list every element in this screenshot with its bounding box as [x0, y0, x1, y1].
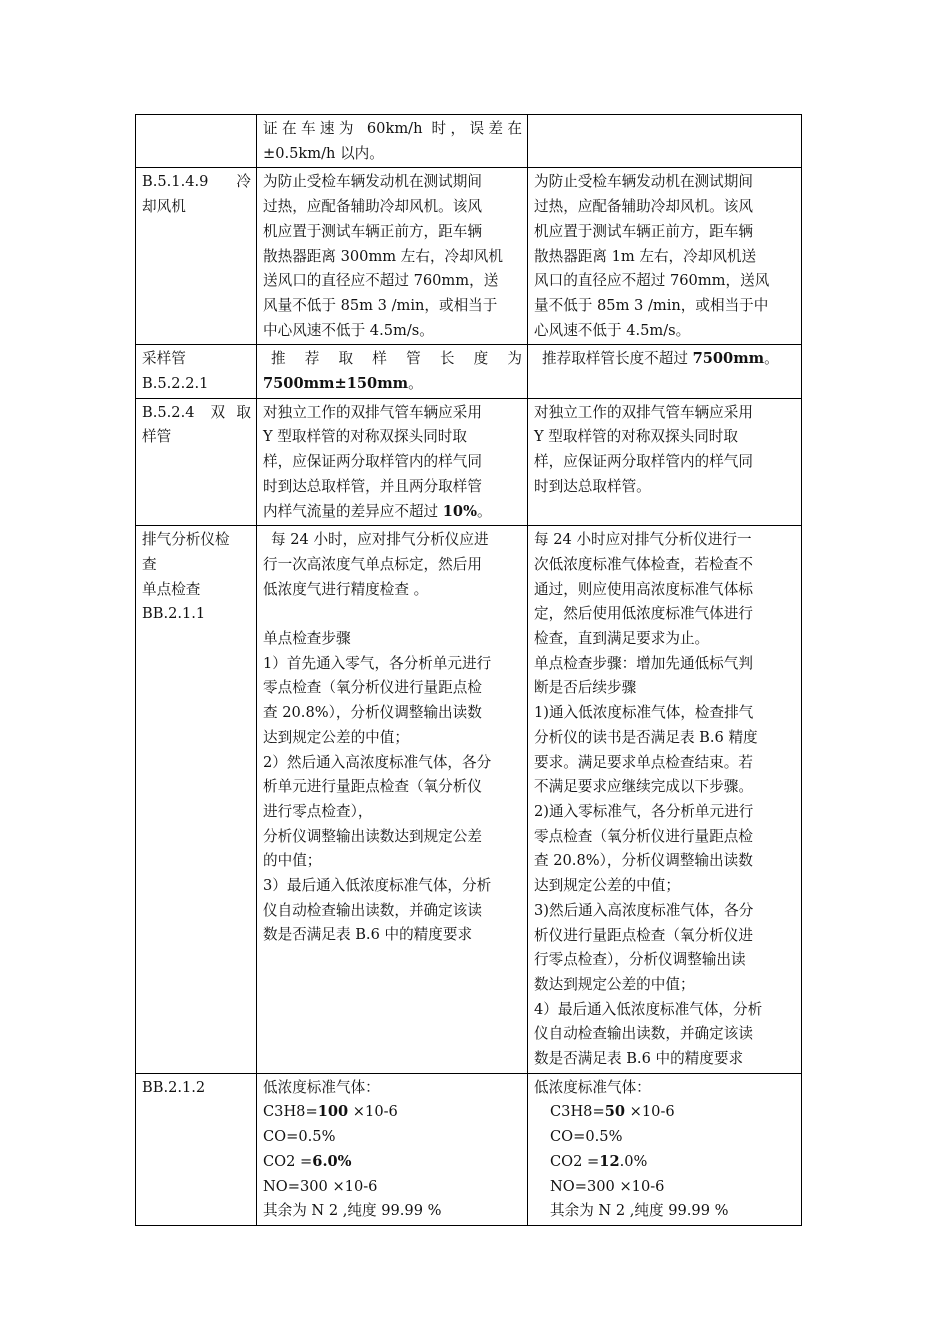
text-line: 单点检查步骤：增加先通低标气判: [534, 654, 753, 672]
text-line: [534, 1150, 796, 1175]
text-line: 仪自动检查输出读数，并确定该读: [263, 901, 482, 919]
text-line: 2)通入零标准气，各分析单元进行: [534, 802, 754, 820]
text-fragment: 内样气流量的差异应不超过: [263, 502, 443, 520]
text-line: 证在车速为 60km/h 时，误差在: [263, 120, 522, 137]
text-line: CO=0.5%: [550, 1128, 623, 1146]
text-fragment: .0%: [619, 1152, 648, 1170]
table-row: [136, 1073, 802, 1225]
clause-cell: [136, 115, 257, 168]
text-line: 心风速不低于 4.5m/s。: [534, 321, 691, 339]
bold-value: 10%: [442, 502, 477, 520]
bold-value: 100: [317, 1103, 349, 1121]
text-line: 低浓度标准气体：: [263, 1078, 380, 1096]
text-line: 数达到规定公差的中值；: [534, 975, 695, 993]
revised-text-cell: [528, 345, 802, 398]
text-line: 不满足要求应继续完成以下步骤。: [534, 778, 753, 796]
clause-cell: [136, 398, 257, 526]
revised-text-cell: [528, 115, 802, 168]
text-line: 推 荐 取 样 管 长 度 为: [271, 350, 522, 368]
original-text-cell: [257, 398, 528, 526]
text-line: ±0.5km/h 以内。: [263, 144, 384, 162]
text-line: 其余为 N 2 ,纯度 99.99 %: [550, 1202, 729, 1220]
text-line: 采样管: [142, 350, 186, 368]
text-fragment: CO2 =: [550, 1152, 600, 1170]
text-line: 时到达总取样管，并且两分取样管: [263, 477, 482, 495]
original-text-cell: [257, 115, 528, 168]
bold-value: 6.0%: [312, 1152, 352, 1170]
original-text-cell: [257, 168, 528, 345]
table-row: [136, 526, 802, 1073]
bold-value: 12: [599, 1152, 620, 1170]
text-line: 达到规定公差的中值；: [534, 877, 680, 895]
text-line: 每 24 小时，应对排气分析仪应进: [271, 531, 489, 549]
text-line: 进行零点检查），: [263, 802, 373, 820]
text-line: 分析仪调整输出读数达到规定公差: [263, 827, 482, 845]
text-line: 每 24 小时应对排气分析仪进行一: [534, 531, 752, 549]
clause-cell: [136, 1073, 257, 1225]
text-line: BB.2.1.1: [142, 605, 206, 623]
revised-text-cell: [528, 398, 802, 526]
text-line: 的中值；: [263, 852, 322, 870]
text-line: [263, 1100, 522, 1125]
text-line: 零点检查（氧分析仪进行量距点检: [534, 827, 753, 845]
text-line: 查 20.8%），分析仪调整输出读数: [263, 704, 482, 722]
text-line: 要求。满足要求单点检查结束。若: [534, 753, 753, 771]
text-line: Y 型取样管的对称双探头同时取: [534, 428, 738, 446]
text-line: 数是否满足表 B.6 中的精度要求: [534, 1050, 744, 1068]
clause-cell: [136, 345, 257, 398]
text-line: 风口的直径应不超过 760mm，送风: [534, 272, 770, 290]
text-line: 单点检查: [142, 580, 201, 598]
text-line: [263, 500, 522, 525]
text-fragment: 。: [408, 375, 423, 393]
text-line: 散热器距离 1m 左右，冷却风机送: [534, 247, 757, 265]
table-row: [136, 345, 802, 398]
text-line: 时到达总取样管。: [534, 477, 651, 495]
text-line: 过热，应配备辅助冷却风机。该风: [263, 198, 482, 216]
bold-value: 7500mm±150mm: [263, 375, 409, 393]
comparison-table: [135, 114, 802, 1226]
text-line: 机应置于测试车辆正前方，距车辆: [263, 222, 482, 240]
text-line: NO=300 ×10-6: [263, 1177, 378, 1195]
text-line: 风量不低于 85m 3 /min，或相当于: [263, 296, 498, 314]
table-row: [136, 398, 802, 526]
revised-text-cell: [528, 1073, 802, 1225]
original-text-cell: [257, 526, 528, 1073]
text-line: 达到规定公差的中值；: [263, 728, 409, 746]
text-line: [263, 1150, 522, 1175]
text-line: 分析仪的读书是否满足表 B.6 精度: [534, 728, 758, 746]
text-line: Y 型取样管的对称双探头同时取: [263, 428, 467, 446]
text-line: 排气分析仪检: [142, 531, 230, 549]
original-text-cell: [257, 1073, 528, 1225]
text-line: 次低浓度标准气体检查，若检查不: [534, 555, 753, 573]
text-line: 样，应保证两分取样管内的样气同: [263, 453, 482, 471]
text-line: B.5.2.2.1: [142, 375, 209, 393]
text-line: 对独立工作的双排气管车辆应采用: [263, 403, 482, 421]
text-line: 查 20.8%），分析仪调整输出读数: [534, 852, 753, 870]
text-line: BB.2.1.2: [142, 1078, 206, 1096]
text-line: 低浓度气进行精度检查 。: [263, 580, 429, 598]
clause-cell: [136, 526, 257, 1073]
text-line: B.5.1.4.9 冷: [142, 173, 251, 191]
text-fragment: C3H8=: [550, 1103, 605, 1121]
text-line: 过热，应配备辅助冷却风机。该风: [534, 198, 753, 216]
text-line: 3)然后通入高浓度标准气体，各分: [534, 901, 754, 919]
text-line: 仪自动检查输出读数，并确定该读: [534, 1025, 753, 1043]
text-line: 检查，直到满足要求为止。: [534, 630, 710, 648]
text-line: 4）最后通入低浓度标准气体，分析: [534, 1000, 763, 1018]
text-fragment: ×10-6: [348, 1103, 398, 1121]
text-line: NO=300 ×10-6: [550, 1177, 665, 1195]
text-fragment: 。: [764, 350, 779, 368]
text-line: 量不低于 85m 3 /min，或相当于中: [534, 296, 769, 314]
text-line: [534, 1100, 796, 1125]
revised-text-cell: [528, 168, 802, 345]
text-line: 3）最后通入低浓度标准气体，分析: [263, 877, 492, 895]
text-line: [534, 347, 796, 372]
text-fragment: 推荐取样管长度不超过: [542, 350, 693, 368]
bold-value: 7500mm: [692, 350, 765, 368]
text-line: 低浓度标准气体：: [534, 1078, 651, 1096]
text-line: 送风口的直径应不超过 760mm，送: [263, 272, 499, 290]
text-fragment: ×10-6: [625, 1103, 675, 1121]
text-line: 行一次高浓度气单点标定，然后用: [263, 555, 482, 573]
table-row: [136, 115, 802, 168]
blank-line: [263, 602, 522, 627]
text-fragment: C3H8=: [263, 1103, 318, 1121]
revised-text-cell: [528, 526, 802, 1073]
text-line: 其余为 N 2 ,纯度 99.99 %: [263, 1202, 442, 1220]
text-line: B.5.2.4 双取: [142, 403, 251, 421]
text-line: 2）然后通入高浓度标准气体，各分: [263, 753, 492, 771]
text-line: [263, 372, 522, 397]
original-text-cell: [257, 345, 528, 398]
text-line: 1)通入低浓度标准气体，检查排气: [534, 704, 754, 722]
text-line: 样管: [142, 428, 172, 446]
bold-value: 50: [604, 1103, 626, 1121]
text-line: 1）首先通入零气，各分析单元进行: [263, 654, 492, 672]
text-line: 单点检查步骤: [263, 630, 351, 648]
text-line: 为防止受检车辆发动机在测试期间: [534, 173, 753, 191]
text-line: 零点检查（氧分析仪进行量距点检: [263, 679, 482, 697]
text-line: 通过，则应使用高浓度标准气体标: [534, 580, 753, 598]
text-line: 散热器距离 300mm 左右，冷却风机: [263, 247, 503, 265]
table-row: [136, 168, 802, 345]
text-line: 为防止受检车辆发动机在测试期间: [263, 173, 482, 191]
text-line: 中心风速不低于 4.5m/s。: [263, 321, 434, 339]
text-line: 行零点检查），分析仪调整输出读: [534, 951, 746, 969]
text-line: 析仪进行量距点检查（氧分析仪进: [534, 926, 753, 944]
text-line: 却风机: [142, 198, 186, 216]
text-line: 查: [142, 555, 157, 573]
text-line: 断是否后续步骤: [534, 679, 637, 697]
text-line: 数是否满足表 B.6 中的精度要求: [263, 926, 473, 944]
text-line: 对独立工作的双排气管车辆应采用: [534, 403, 753, 421]
text-fragment: CO2 =: [263, 1152, 313, 1170]
text-line: CO=0.5%: [263, 1128, 336, 1146]
text-line: 机应置于测试车辆正前方，距车辆: [534, 222, 753, 240]
text-fragment: 。: [476, 502, 492, 520]
text-line: 定，然后使用低浓度标准气体进行: [534, 605, 753, 623]
clause-cell: [136, 168, 257, 345]
text-line: 样，应保证两分取样管内的样气同: [534, 453, 753, 471]
text-line: 析单元进行量距点检查（氧分析仪: [263, 778, 482, 796]
